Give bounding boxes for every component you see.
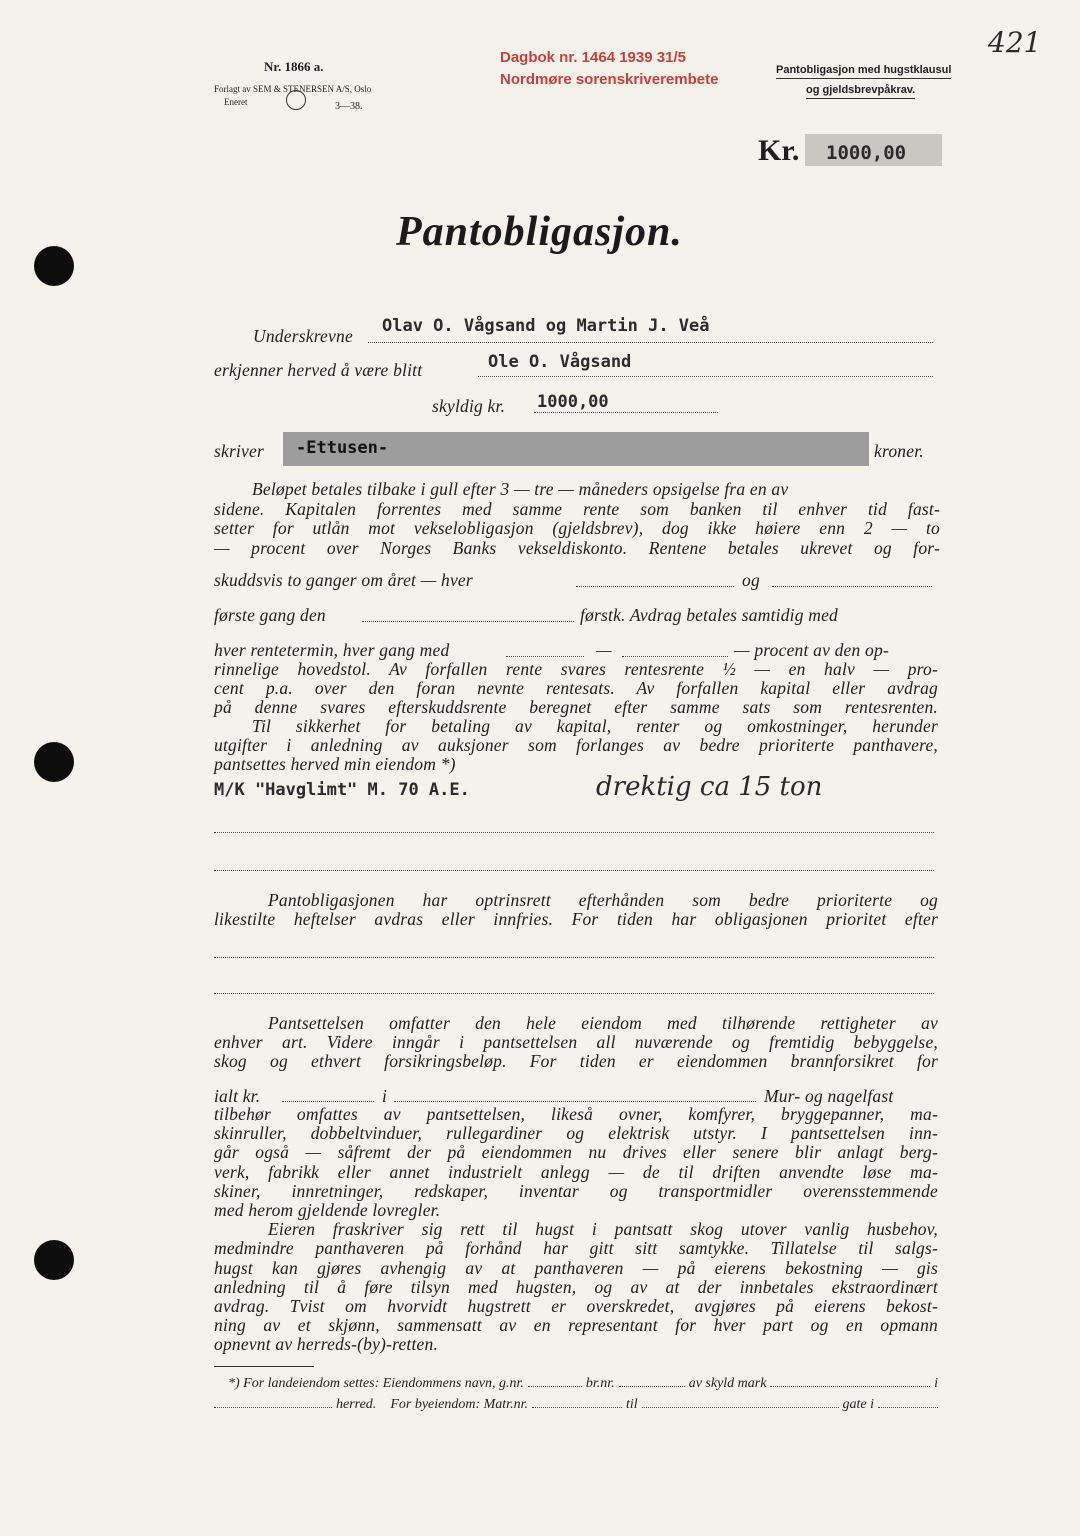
terms-line: utgifter i anledning av auksjoner som forlanges av bedre prioriterte panthavere,	[214, 735, 938, 755]
interest-and-label: og	[742, 570, 760, 590]
coverage-line: skog og ethvert forsikringsbeløp. For tiden er eiendommen brannforsikret for	[214, 1051, 938, 1071]
form-type-line1: Pantobligasjon med hugstklausul	[776, 64, 951, 79]
terms-line: pantsettes herved min eiendom *)	[214, 754, 456, 774]
interest-date-dots-2	[772, 586, 932, 587]
footnote-skyld-label: av skyld mark	[688, 1376, 767, 1391]
coverage-line: medmindre panthaveren på forhånd har gitt sitt samtykke. Tillatelse til salgs-	[214, 1238, 938, 1259]
property-handwritten: drektig ca 15 ton	[596, 772, 823, 802]
terms-line: rinnelige hovedstol. Av forfallen rente svares rentesrente ½ — en halv — pro-	[214, 659, 938, 679]
insurance-total-label: ialt kr.	[214, 1086, 261, 1106]
coverage-paragraph-rest	[214, 1105, 938, 1355]
publisher-logo-icon	[286, 90, 306, 110]
publisher-line: Forlagt av SEM & STENERSEN A/S, Oslo	[214, 84, 372, 94]
coverage-line: Pantsettelsen omfatter den hele eiendom med tilhørende rettigheter av	[268, 1013, 938, 1033]
coverage-line: med herom gjeldende lovregler.	[214, 1200, 441, 1221]
kroner-label: kroner.	[874, 441, 924, 461]
property-dots-2	[214, 870, 934, 871]
punch-hole-top	[34, 246, 74, 286]
first-time-label: første gang den	[214, 605, 326, 625]
document-title: Pantobligasjon.	[396, 209, 683, 255]
installment-rest: — procent av den op-	[734, 640, 889, 660]
undersigned-value: Olav O. Vågsand og Martin J. Veå	[382, 316, 710, 336]
priority-paragraph	[214, 891, 938, 929]
undersigned-label: Underskrevne	[253, 326, 353, 346]
footnote-city-label: For byeiendom: Matr.nr.	[390, 1397, 528, 1412]
owed-dots	[534, 412, 718, 413]
coverage-line: Eieren fraskriver sig rett til hugst i pantsatt skog utover vanlig husbehov,	[268, 1219, 938, 1240]
coverage-line: går også — såfremt der på eiendommen nu drives eller senere blir anlagt berg-	[214, 1142, 938, 1163]
footnote-til-label: til	[625, 1397, 638, 1412]
interest-date-dots-1	[576, 586, 734, 587]
terms-line: Beløpet betales tilbake i gull efter 3 — tre — måneders opsigelse fra en av	[252, 479, 789, 499]
form-type-line2: og gjeldsbrevpåkrav.	[806, 84, 915, 99]
priority-dots-2	[214, 993, 934, 994]
property-dots-1	[214, 832, 934, 833]
creditor-label: erkjenner herved å være blitt	[214, 360, 423, 380]
footnote-line2	[214, 1394, 938, 1415]
coverage-line: hugst kan gjøres avhengig av at panthaveren — på eierens bekostning — gis	[214, 1257, 938, 1278]
coverage-line: verk, fabrikk eller annet industrielt anlegg — de til driften anvendte løse ma-	[214, 1161, 938, 1182]
coverage-line: ning av et skjønn, sammensatt av en representant for hver part og en opmann	[214, 1315, 938, 1336]
installment-dash: —	[596, 640, 612, 660]
priority-dots-1	[214, 957, 934, 958]
coverage-line: skinruller, dobbeltvinduer, rullegardiner og elektrisk utstyr. I pantsettelsen inn-	[214, 1123, 938, 1144]
footnote-separator	[214, 1366, 314, 1367]
first-time-dots	[362, 621, 574, 622]
terms-paragraph	[214, 480, 940, 558]
footnote-i-label: i	[934, 1376, 938, 1391]
first-time-rest: førstk. Avdrag betales samtidig med	[580, 605, 838, 625]
writes-value: -Ettusen-	[296, 438, 389, 458]
coverage-line: tilbehør omfattes av pantsettelsen, likeså ovner, komfyrer, bryggepanner, ma-	[214, 1104, 938, 1124]
priority-line: likestilte heftelser avdras eller innfries. For tiden har obligasjonen prioritet efter	[214, 909, 938, 929]
terms-paragraph-rest	[214, 660, 938, 774]
terms-line: setter for utlån mot vekselobligasjon (gjeldsbrev), dog ikke høiere enn 2 — to	[214, 518, 940, 538]
footnote-dots	[642, 1407, 839, 1408]
footnote	[228, 1373, 938, 1415]
fixtures-label: Mur- og nagelfast	[764, 1086, 894, 1106]
registry-stamp-line2: Nordmøre sorenskriverembete	[500, 71, 719, 88]
creditor-dots	[478, 376, 933, 377]
coverage-line: avdrag. Tvist om hvorvidt hugstrett er overskredet, avgjøres på eierens bekost-	[214, 1296, 938, 1317]
footnote-herred-label: herred.	[336, 1397, 377, 1412]
amount-value: 1000,00	[826, 142, 907, 164]
terms-line: — procent over Norges Banks vekseldiskonto. Rentene betales ukrevet og for-	[214, 537, 940, 558]
terms-line: cent p.a. over den foran nevnte rentesats. Av forfallen kapital eller avdrag	[214, 678, 938, 698]
footnote-line1	[228, 1373, 938, 1394]
coverage-line: opnevnt av herreds-(by)-retten.	[214, 1334, 439, 1355]
form-number: Nr. 1866 a.	[264, 59, 324, 74]
terms-line: på denne svares efterskuddsrente beregnet efter samme sats som rentesrenten.	[214, 697, 938, 717]
undersigned-dots	[368, 342, 933, 343]
punch-hole-middle	[34, 742, 74, 782]
footnote-dots	[770, 1386, 930, 1387]
insurance-dots-1	[282, 1101, 374, 1102]
footnote-gate-label: gate i	[842, 1397, 874, 1412]
coverage-line: anledning til å føre tilsyn med hugsten, og av at der innbetales ekstraordinært	[214, 1276, 938, 1297]
coverage-line: skiner, innretninger, redskaper, inventar og transportmidler overensstemmende	[214, 1180, 938, 1201]
footnote-land-label: *) For landeiendom settes: Eiendommens navn, g.nr.	[228, 1376, 524, 1391]
punch-hole-bottom	[34, 1240, 74, 1280]
coverage-line: enhver art. Videre inngår i pantsettelsen all nuværende og fremtidig bebyggelse,	[214, 1032, 938, 1052]
owed-value: 1000,00	[537, 392, 609, 412]
property-typed: M/K "Havglimt" M. 70 A.E.	[214, 780, 470, 800]
edition-label: 3—38.	[335, 101, 363, 112]
terms-line: sidene. Kapitalen forrentes med samme rente som banken til enhver tid fast-	[214, 498, 940, 519]
insurance-dots-2	[394, 1101, 756, 1102]
installment-dots-2	[622, 656, 728, 657]
exclusive-label: Eneret	[224, 97, 248, 107]
footnote-dots	[528, 1386, 582, 1387]
footnote-dots	[878, 1407, 938, 1408]
insurance-in-label: i	[382, 1086, 388, 1106]
footnote-dots	[532, 1407, 622, 1408]
creditor-value: Ole O. Vågsand	[488, 352, 632, 372]
footnote-dots	[619, 1386, 685, 1387]
writes-label: skriver	[214, 441, 264, 461]
installment-label: hver rentetermin, hver gang med	[214, 640, 450, 660]
interest-dates-label: skuddsvis to ganger om året — hver	[214, 570, 473, 590]
registry-stamp-line1: Dagbok nr. 1464 1939 31/5	[500, 49, 686, 66]
owed-label: skyldig kr.	[432, 396, 506, 416]
coverage-paragraph	[214, 1014, 938, 1071]
page-number: 421	[988, 26, 1042, 59]
installment-dots-1	[506, 656, 584, 657]
amount-label: Kr.	[758, 134, 800, 167]
footnote-dots	[214, 1407, 332, 1408]
priority-line: Pantobligasjonen har optrinsrett efterhånden som bedre prioriterte og	[268, 890, 938, 910]
terms-line: Til sikkerhet for betaling av kapital, renter og omkostninger, herunder	[252, 716, 938, 736]
footnote-brnr-label: br.nr.	[585, 1376, 615, 1391]
